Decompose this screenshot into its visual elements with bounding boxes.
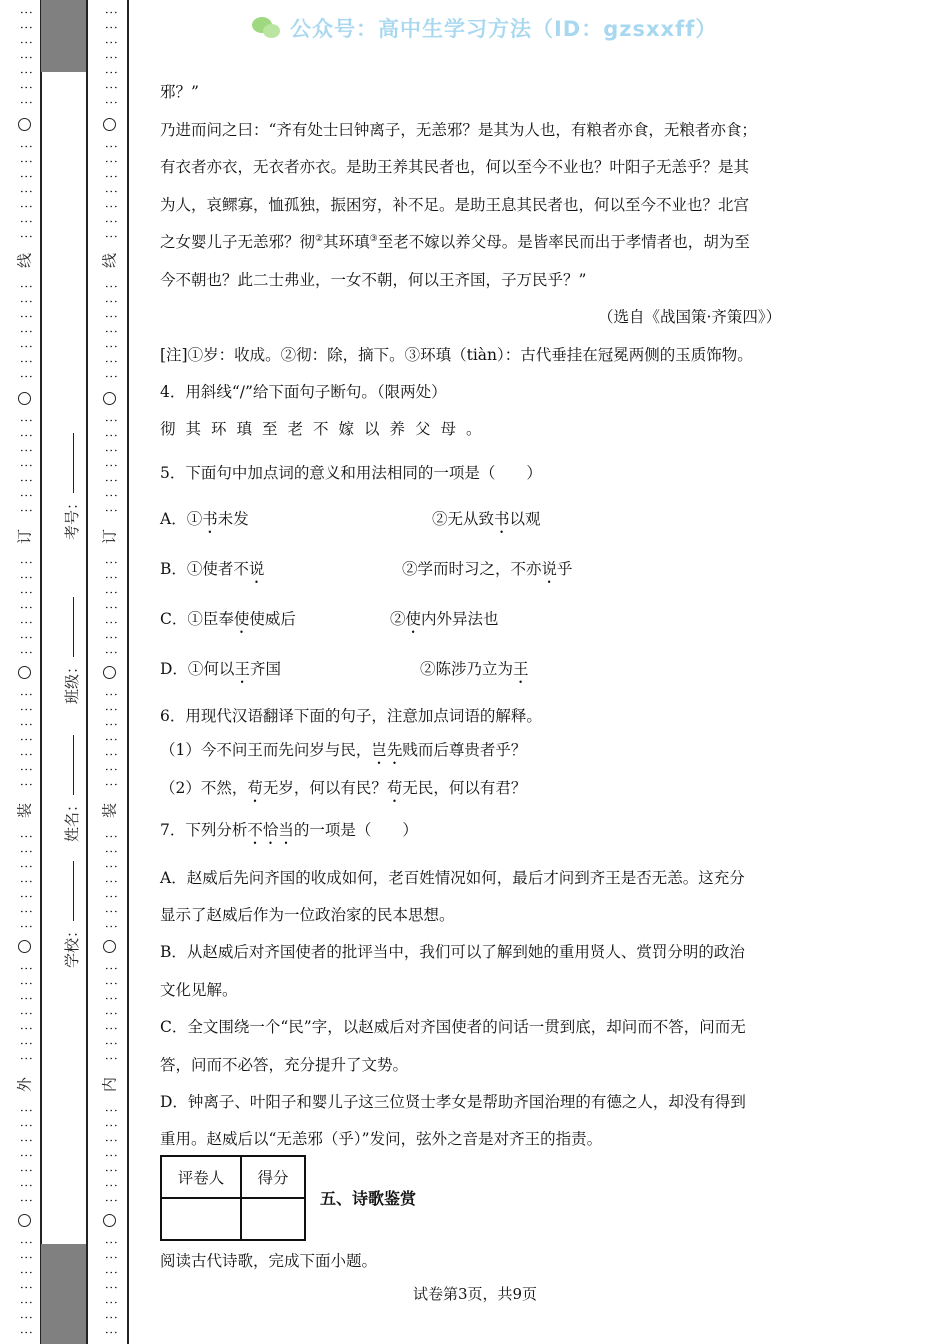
option-c-right: ②使内外异法也 <box>390 610 499 628</box>
option-b-right: ②学而时习之，不亦说乎 <box>402 560 573 578</box>
option-a-right: ②无从致书以观 <box>432 510 541 528</box>
q7-option-c[interactable]: C．全文围绕一个“民”字，以赵威后对齐国使者的问话一贯到底，却问而不答，问而无 <box>160 1018 746 1036</box>
grader-header: 评卷人 <box>161 1156 241 1198</box>
binding-hole-icon <box>18 1214 31 1227</box>
option-d-right: ②陈涉乃立为王 <box>420 660 529 678</box>
binding-hole-icon <box>18 666 31 679</box>
question-6-stem: 6．用现代汉语翻译下面的句子，注意加点词语的解释。 <box>160 707 542 725</box>
passage-source: （选自《战国策·齐策四》） <box>598 308 782 326</box>
outer-dotted-column: ⋮⋮⋮⋮⋮⋮⋮ ⋮⋮⋮⋮⋮⋮⋮ 线 ⋮⋮⋮⋮⋮⋮⋮ ⋮⋮⋮⋮⋮⋮⋮ 订 ⋮⋮⋮⋮⋮⋮⋮ ⋮⋮⋮⋮⋮⋮⋮ 装 ⋮⋮⋮⋮⋮⋮⋮ ⋮⋮⋮⋮⋮⋮⋮ 外 ⋮⋮⋮⋮⋮⋮⋮ ⋮⋮⋮⋮⋮⋮⋮ <box>15 6 34 1341</box>
passage-note: [注]①岁：收成。②彻：除，摘下。③环瑱（tiàn）：古代垂挂在冠冕两侧的玉质饰物。 <box>160 346 753 364</box>
class-field[interactable]: 班级： <box>61 597 82 704</box>
question-6-sentence-2: （2）不然，苟无岁，何以有民？苟无民，何以有君？ <box>160 779 527 797</box>
school-field[interactable]: 学校： <box>61 861 82 968</box>
binding-rule <box>86 0 88 1344</box>
binding-label-zhuang: 装 <box>100 803 119 819</box>
q7-option-b-cont: 文化见解。 <box>160 981 238 999</box>
question-4-stem: 4．用斜线“/”给下面句子断句。（限两处） <box>160 383 447 401</box>
binding-hole-icon <box>103 118 116 131</box>
passage-line: 乃进而问之曰：“齐有处士曰钟离子，无恙邪？是其为人也，有粮者亦食，无粮者亦食； <box>160 121 757 139</box>
header-watermark <box>252 12 717 44</box>
name-field[interactable]: 姓名： <box>61 735 82 842</box>
binding-label-xian: 线 <box>15 253 34 269</box>
grader-cell[interactable] <box>161 1198 241 1240</box>
option-a-left[interactable]: A．①书未发 <box>160 510 249 528</box>
q7-option-a-cont: 显示了赵威后作为一位政治家的民本思想。 <box>160 906 455 924</box>
q7-option-d[interactable]: D．钟离子、叶阳子和婴儿子这三位贤士孝女是帮助齐国治理的有德之人，却没有得到 <box>160 1093 746 1111</box>
binding-rule <box>127 0 129 1344</box>
binding-label-zhuang: 装 <box>15 803 34 819</box>
binding-hole-icon <box>103 666 116 679</box>
score-cell[interactable] <box>241 1198 305 1240</box>
binding-margin <box>0 0 130 1344</box>
wechat-icon <box>252 15 282 41</box>
q7-option-d-cont: 重用。赵威后以“无恙邪（乎）”发问，弦外之音是对齐王的指责。 <box>160 1130 603 1148</box>
question-4-sentence: 彻其环瑱至老不嫁以养父母。 <box>160 420 492 438</box>
passage-line: 之女婴儿子无恙邪？彻②其环瑱③至老不嫁以养父母。是皆率民而出于孝情者也，胡为至 <box>160 233 750 251</box>
header-text: 公众号：高中生学习方法（ID：gzsxxff） <box>290 17 718 41</box>
binding-label-ding: 订 <box>100 529 119 545</box>
question-5-stem: 5．下面句中加点词的意义和用法相同的一项是（ ） <box>160 464 542 482</box>
passage-line: 邪？” <box>160 83 199 101</box>
score-header: 得分 <box>241 1156 305 1198</box>
page-footer: 试卷第3页，共9页 <box>412 1285 538 1303</box>
q7-option-b[interactable]: B．从赵威后对齐国使者的批评当中，我们可以了解到她的重用贤人、赏罚分明的政治 <box>160 943 745 961</box>
exam-number-field[interactable]: 考号： <box>61 433 82 540</box>
binding-rule <box>40 0 42 1344</box>
option-c-left[interactable]: C．①臣奉使使威后 <box>160 610 296 628</box>
inner-dotted-column: ⋮⋮⋮⋮⋮⋮⋮ ⋮⋮⋮⋮⋮⋮⋮ 线 ⋮⋮⋮⋮⋮⋮⋮ ⋮⋮⋮⋮⋮⋮⋮ 订 ⋮⋮⋮⋮⋮⋮⋮ ⋮⋮⋮⋮⋮⋮⋮ 装 ⋮⋮⋮⋮⋮⋮⋮ ⋮⋮⋮⋮⋮⋮⋮ 内 ⋮⋮⋮⋮⋮⋮⋮ ⋮⋮⋮⋮⋮⋮⋮ <box>100 6 119 1341</box>
q7-option-a[interactable]: A．赵威后先问齐国的收成如何，老百姓情况如何，最后才问到齐王是否无恙。这充分 <box>160 869 745 887</box>
passage-line: 今不朝也？此二士弗业，一女不朝，何以王齐国，子万民乎？” <box>160 271 587 289</box>
option-b-left[interactable]: B．①使者不说 <box>160 560 265 578</box>
section-5-intro: 阅读古代诗歌，完成下面小题。 <box>160 1252 378 1270</box>
question-6-sentence-1: （1）今不问王而先问岁与民，岂先贱而后尊贵者乎？ <box>160 741 527 759</box>
question-7-stem: 7．下列分析不恰当的一项是（ ） <box>160 821 418 839</box>
binding-label-ding: 订 <box>15 529 34 545</box>
binding-hole-icon <box>18 118 31 131</box>
q7-option-c-cont: 答，问而不必答，充分提升了文势。 <box>160 1056 409 1074</box>
binding-hole-icon <box>103 1214 116 1227</box>
binding-hole-icon <box>18 392 31 405</box>
passage-line: 有衣者亦衣，无衣者亦衣。是助王养其民者也，何以至今不业也？叶阳子无恙乎？是其 <box>160 158 750 176</box>
section-5-title: 五、诗歌鉴赏 <box>320 1189 417 1208</box>
binding-label-nei: 内 <box>100 1077 119 1093</box>
score-table <box>160 1155 306 1241</box>
binding-label-wai: 外 <box>15 1077 34 1093</box>
passage-line: 为人，哀鳏寡，恤孤独，振困穷，补不足。是助王息其民者也，何以至今不业也？北宫 <box>160 196 750 214</box>
binding-gray-block <box>41 0 86 72</box>
binding-hole-icon <box>103 392 116 405</box>
option-d-left[interactable]: D．①何以王齐国 <box>160 660 281 678</box>
binding-label-xian: 线 <box>100 253 119 269</box>
binding-hole-icon <box>103 940 116 953</box>
binding-hole-icon <box>18 940 31 953</box>
